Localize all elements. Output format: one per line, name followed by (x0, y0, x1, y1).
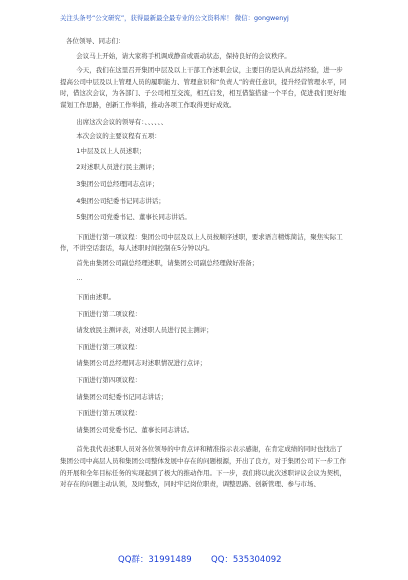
item2-heading: 下面进行第二项议程： (76, 309, 142, 318)
qq-group-number: QQ群：31991489 (118, 555, 192, 565)
item4-detail: 请集团公司纪委书记同志讲话； (76, 392, 168, 401)
agenda-title: 本次会议的主要议程有五项： (76, 132, 161, 141)
promo-banner-text: 关注头条号“公文研究”，获得最新最全最专业的公文资料库！ 微信：gongwenyj (60, 14, 289, 22)
item5-detail: 请集团公司党委书记、董事长同志讲话。 (76, 425, 194, 434)
qq-number: QQ：535304092 (211, 555, 282, 565)
agenda-item: 3集团公司总经理同志点评； (76, 179, 159, 188)
next-report-line: 下面由述职。 (76, 293, 116, 302)
attendees-line: 出席这次会议的领导有：、、、、、、 (76, 117, 168, 126)
intro-paragraph: 今天，我们在这里召开集团中层及以上干部工作述职会议，主要目的是认真总结经验，进一步提高公司中层及以上管理人员的履职能力、管理意识和“负责人”的责任意识，提升经营管理水平，同时，借这次会议，为各部门、子公司相互交流，相互启发，相互借鉴搭建一个平台，促进我们更好地谋划工作思路，创新工作举措，推动各项工作取得更好成效。 (60, 66, 347, 109)
document-body (60, 36, 348, 491)
item3-detail: 请集团公司总经理同志对述职情况进行点评； (76, 359, 207, 368)
greeting: 各位领导、同志们： (66, 37, 125, 45)
promo-banner (60, 10, 350, 26)
agenda-item: 4集团公司纪委书记同志讲话； (76, 196, 165, 205)
item3-heading: 下面进行第三项议程： (76, 342, 142, 351)
item1-first-speaker: 首先由集团公司副总经理述职，请集团公司副总经理做好准备； (76, 258, 259, 267)
agenda-item: 1中层及以上人员述职； (76, 146, 146, 155)
item2-detail: 请发放民主测评表，对述职人员进行民主测评； (76, 326, 213, 335)
opening-paragraph: 会议马上开始，请大家将手机调成静音或震动状态，保持良好的会议秩序。 (76, 51, 291, 60)
ellipsis-line: … (76, 273, 83, 282)
item5-heading: 下面进行第五项议程： (76, 409, 142, 418)
agenda-item: 5集团公司党委书记、董事长同志讲话。 (76, 213, 191, 222)
item4-heading: 下面进行第四项议程： (76, 376, 142, 385)
contact-footer (118, 552, 298, 568)
item1-paragraph: 下面进行第一项议程：集团公司中层及以上人员按顺序述职，要求语言精炼简洁，聚焦实际工作，不讲空话套话，每人述职时间控制在5分钟以内。 (60, 232, 343, 253)
closing-paragraph: 首先我代表述职人员对各位领导的中肯点评和精准指示表示感谢，在肯定成绩的同时也找出了集团公司中高层人员和集团公司整体发展中存在的问题根源，开出了良方，对于集团公司下一步工作的开展和全年目标任务的实现起到了极大的推动作用。下一步，我们将以此次述职评议会议为契机，对存在的问题主动认领，及时整改，同时牢记岗位职责，调整思路、创新管理、参与市场、 (60, 445, 346, 489)
agenda-item: 2对述职人员进行民主测评； (76, 163, 159, 172)
